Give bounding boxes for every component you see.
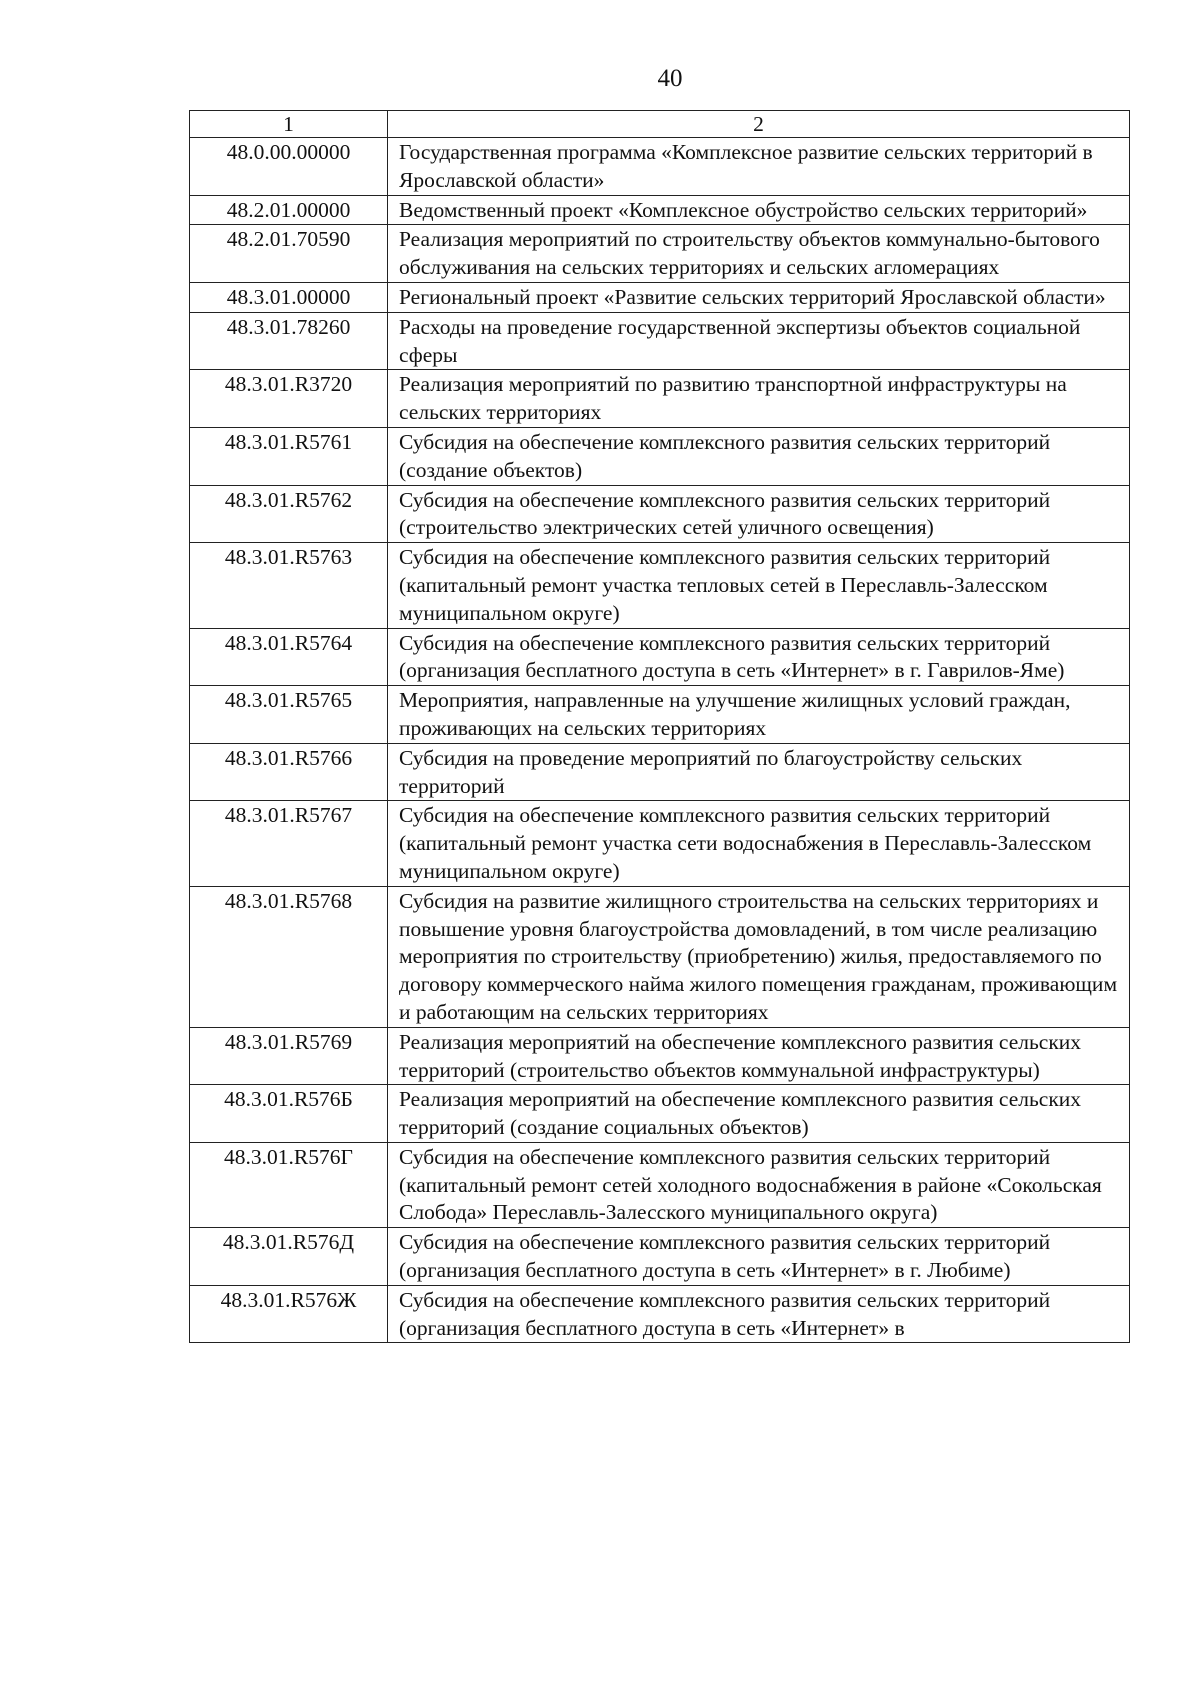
table-row [190,225,1130,283]
row-code-cell: 48.3.01.R576Г [190,1142,388,1227]
table-row [190,427,1130,485]
row-name-cell: Расходы на проведение государственной экспертизы объектов социальной сферы [388,312,1130,370]
table-row [190,138,1130,196]
row-name-cell: Субсидия на обеспечение комплексного развития сельских территорий (организация бесплатного доступа в сеть «Интернет» в [388,1285,1130,1343]
row-name-cell: Государственная программа «Комплексное развитие сельских территорий в Ярославской области» [388,138,1130,196]
row-code-cell: 48.3.01.R5766 [190,743,388,801]
table-row [190,686,1130,744]
row-code-cell: 48.3.01.R5763 [190,543,388,628]
table-row [190,1085,1130,1143]
row-name-cell: Субсидия на обеспечение комплексного развития сельских территорий (организация бесплатного доступа в сеть «Интернет» в г. Гаврилов-Яме) [388,628,1130,686]
page-number: 40 [657,65,683,92]
table-row [190,1285,1130,1343]
row-name-cell: Реализация мероприятий по развитию транспортной инфраструктуры на сельских территориях [388,370,1130,428]
row-name-cell: Субсидия на обеспечение комплексного развития сельских территорий (капитальный ремонт сетей холодного водоснабжения в районе «Сокольская Слобода» Переславль-Залесского муниципального округа) [388,1142,1130,1227]
row-code-cell: 48.3.01.R5765 [190,686,388,744]
row-code-cell: 48.3.01.00000 [190,282,388,312]
row-code-cell: 48.3.01.78260 [190,312,388,370]
row-name-cell: Субсидия на обеспечение комплексного развития сельских территорий (капитальный ремонт участка тепловых сетей в Переславль-Залесском муниципальном округе) [388,543,1130,628]
table-row [190,628,1130,686]
row-code-cell: 48.2.01.00000 [190,195,388,225]
row-name-cell: Ведомственный проект «Комплексное обустройство сельских территорий» [388,195,1130,225]
row-code-cell: 48.3.01.R576Б [190,1085,388,1143]
row-name-cell: Субсидия на развитие жилищного строительства на сельских территориях и повышение уровня благоустройства домовладений, в том числе реализацию мероприятия по строительству (приобретению) жилья, предоставляемого по договору коммерческого найма жилого помещения гражданам, проживающим и работающим на сельских территориях [388,886,1130,1027]
table-row [190,282,1130,312]
row-name-cell: Субсидия на обеспечение комплексного развития сельских территорий (капитальный ремонт участка сети водоснабжения в Переславль-Залесском муниципальном округе) [388,801,1130,886]
row-code-cell: 48.3.01.R576Ж [190,1285,388,1343]
table-row [190,801,1130,886]
row-code-cell: 48.3.01.R5768 [190,886,388,1027]
row-code-cell: 48.0.00.00000 [190,138,388,196]
row-name-cell: Субсидия на обеспечение комплексного развития сельских территорий (организация бесплатного доступа в сеть «Интернет» в г. Любиме) [388,1228,1130,1286]
table-row [190,370,1130,428]
row-name-cell: Мероприятия, направленные на улучшение жилищных условий граждан, проживающих на сельских территориях [388,686,1130,744]
row-code-cell: 48.3.01.R576Д [190,1228,388,1286]
table-row [190,195,1130,225]
row-name-cell: Реализация мероприятий на обеспечение комплексного развития сельских территорий (создание социальных объектов) [388,1085,1130,1143]
table-body [190,138,1130,1343]
table-row [190,312,1130,370]
budget-classification-table [189,110,1130,1343]
table-row [190,485,1130,543]
table-row [190,1142,1130,1227]
row-code-cell: 48.3.01.R5762 [190,485,388,543]
row-name-cell: Субсидия на обеспечение комплексного развития сельских территорий (строительство электрических сетей уличного освещения) [388,485,1130,543]
row-code-cell: 48.3.01.R5761 [190,427,388,485]
row-name-cell: Субсидия на обеспечение комплексного развития сельских территорий (создание объектов) [388,427,1130,485]
table-row [190,1027,1130,1085]
table-row [190,1228,1130,1286]
row-code-cell: 48.2.01.70590 [190,225,388,283]
row-code-cell: 48.3.01.R5769 [190,1027,388,1085]
table-row [190,543,1130,628]
row-name-cell: Субсидия на проведение мероприятий по благоустройству сельских территорий [388,743,1130,801]
table-header [190,111,1130,138]
row-name-cell: Региональный проект «Развитие сельских территорий Ярославской области» [388,282,1130,312]
row-code-cell: 48.3.01.R5767 [190,801,388,886]
row-name-cell: Реализация мероприятий на обеспечение комплексного развития сельских территорий (строительство объектов коммунальной инфраструктуры) [388,1027,1130,1085]
table-row [190,743,1130,801]
column-header-1: 1 [190,111,388,138]
row-code-cell: 48.3.01.R3720 [190,370,388,428]
table-header-row [190,111,1130,138]
row-name-cell: Реализация мероприятий по строительству объектов коммунально-бытового обслуживания на сельских территориях и сельских агломерациях [388,225,1130,283]
row-code-cell: 48.3.01.R5764 [190,628,388,686]
column-header-2: 2 [388,111,1130,138]
table-row [190,886,1130,1027]
